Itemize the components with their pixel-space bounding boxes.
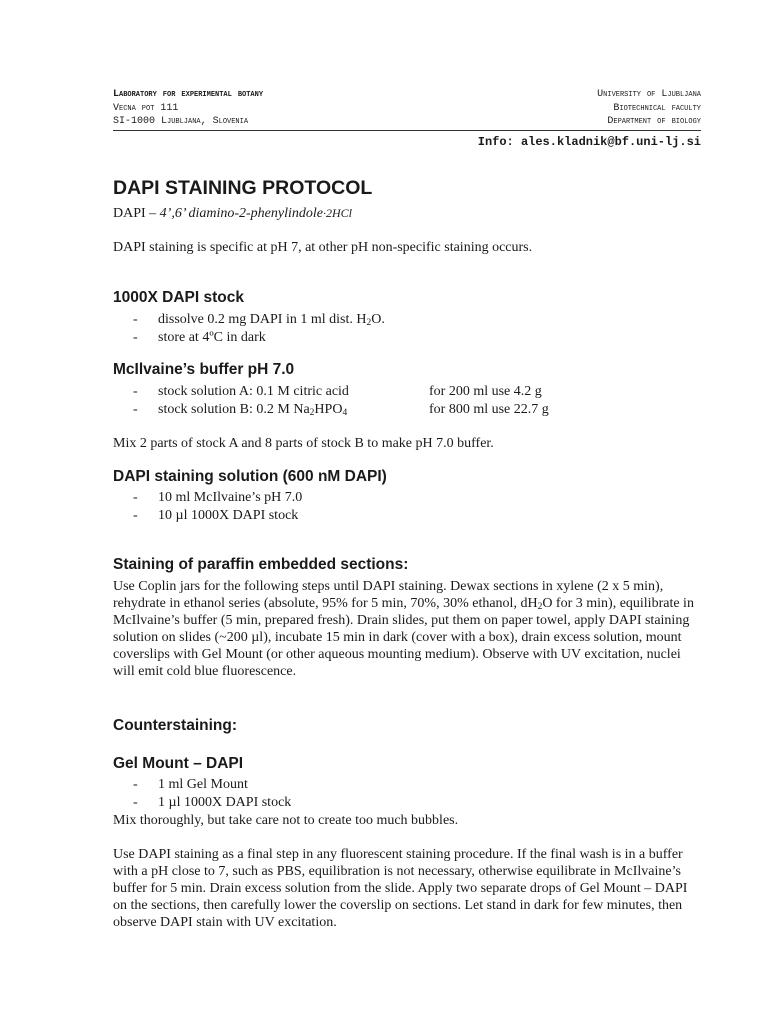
buffer-mix-text: Mix 2 parts of stock A and 8 parts of stock B to make pH 7.0 buffer. — [113, 436, 494, 451]
lab-name: Laboratory for experimental botany — [113, 89, 264, 100]
gelmount-heading: Gel Mount – DAPI — [113, 755, 244, 772]
paraffin-heading: Staining of paraffin embedded sections: — [113, 556, 409, 573]
list-item: - dissolve 0.2 mg DAPI in 1 ml dist. $H_2O$. — [133, 312, 385, 328]
letterhead-right — [597, 88, 701, 129]
intro-paragraph: DAPI staining is specific at pH 7, at other pH non-specific staining occurs. — [113, 240, 533, 255]
solution-list — [113, 489, 701, 525]
list-item: - stock solution A: 0.1 M citric acid for 200 ml use 4.2 g — [133, 384, 542, 399]
section-gelmount — [113, 754, 701, 931]
list-item: - store at 4ºC in dark — [133, 330, 266, 345]
lab-street: Vecna pot 111 — [113, 102, 179, 114]
document-title: DAPI STAINING PROTOCOL — [113, 177, 373, 199]
letterhead-left — [113, 88, 263, 129]
solution-heading: DAPI staining solution (600 nM DAPI) — [113, 468, 387, 485]
stock-list — [113, 311, 701, 347]
letterhead — [113, 88, 701, 132]
buffer-heading: McIlvaine’s buffer pH 7.0 — [113, 361, 295, 378]
faculty-name: Biotechnical faculty — [613, 102, 701, 114]
gelmount-final-paragraph: Use DAPI staining as a final step in any fluorescent staining procedure. If the final wash is in a buffer with a pH close to 7, such as PBS, equilibration is not necessary, otherwise equilibrate in McIlvaine’s buffer for 5 min. Drain excess solution from the slide. Apply two separate drops of Gel Mount – DAPI on the sections, then carefully lower the coverslip on sections. Let stand in dark for few minutes, then observe DAPI stain with UV excitation. — [113, 847, 688, 930]
gelmount-list — [113, 776, 701, 812]
lab-city: SI-1000 Ljubljana, Slovenia — [113, 116, 249, 127]
university-name: University of Ljubljana — [597, 89, 701, 100]
section-solution — [113, 467, 701, 525]
section-paraffin — [113, 555, 701, 680]
buffer-list — [113, 383, 701, 419]
list-item: - 1 µl 1000X DAPI stock — [133, 795, 292, 810]
letterhead-divider — [113, 130, 701, 131]
paraffin-paragraph: Use Coplin jars for the following steps until DAPI staining. Dewax sections in xylene (2 x 5 min), rehydrate in ethanol series (absolute, 95% for 5 min, 70%, 30% ethanol, $dH_2O$ for 3 min), equilibrate in McIlvaine’s buffer (5 min, prepared fresh). Drain slides, put them on paper towel, apply DAPI staining solution on slides (~200 µl), incubate 15 min in dark (cover with a box), drain excess solution, mount coverslips with Gel Mount (or other aqueous mounting medium). Observe with UV excitation, nuclei will emit cold blue fluorescence. — [113, 579, 694, 679]
section-stock — [113, 288, 701, 347]
list-item: - 10 µl 1000X DAPI stock — [133, 508, 299, 523]
gelmount-mix-text: Mix thoroughly, but take care not to create too much bubbles. — [113, 813, 459, 828]
list-item: - 10 ml McIlvaine’s pH 7.0 — [133, 490, 303, 505]
subtitle-chemical: 4’,6’ diamino-2-phenylindole — [159, 206, 323, 221]
section-buffer — [113, 360, 701, 419]
department-name: Department of biology — [607, 116, 701, 127]
stock-heading: 1000X DAPI stock — [113, 289, 244, 306]
document-body — [113, 174, 701, 223]
list-item: - 1 ml Gel Mount — [133, 777, 248, 792]
subtitle-prefix: DAPI – — [113, 206, 160, 221]
counterstaining-heading: Counterstaining: — [113, 717, 237, 734]
list-item: - stock solution B: 0.2 M $Na_2HPO_4$ for 800 ml use 22.7 g — [133, 402, 549, 418]
contact-info: Info: ales.kladnik@bf.uni-lj.si — [477, 135, 701, 149]
subtitle-suffix: ·2HCl — [322, 206, 352, 220]
document-subtitle — [113, 204, 701, 223]
